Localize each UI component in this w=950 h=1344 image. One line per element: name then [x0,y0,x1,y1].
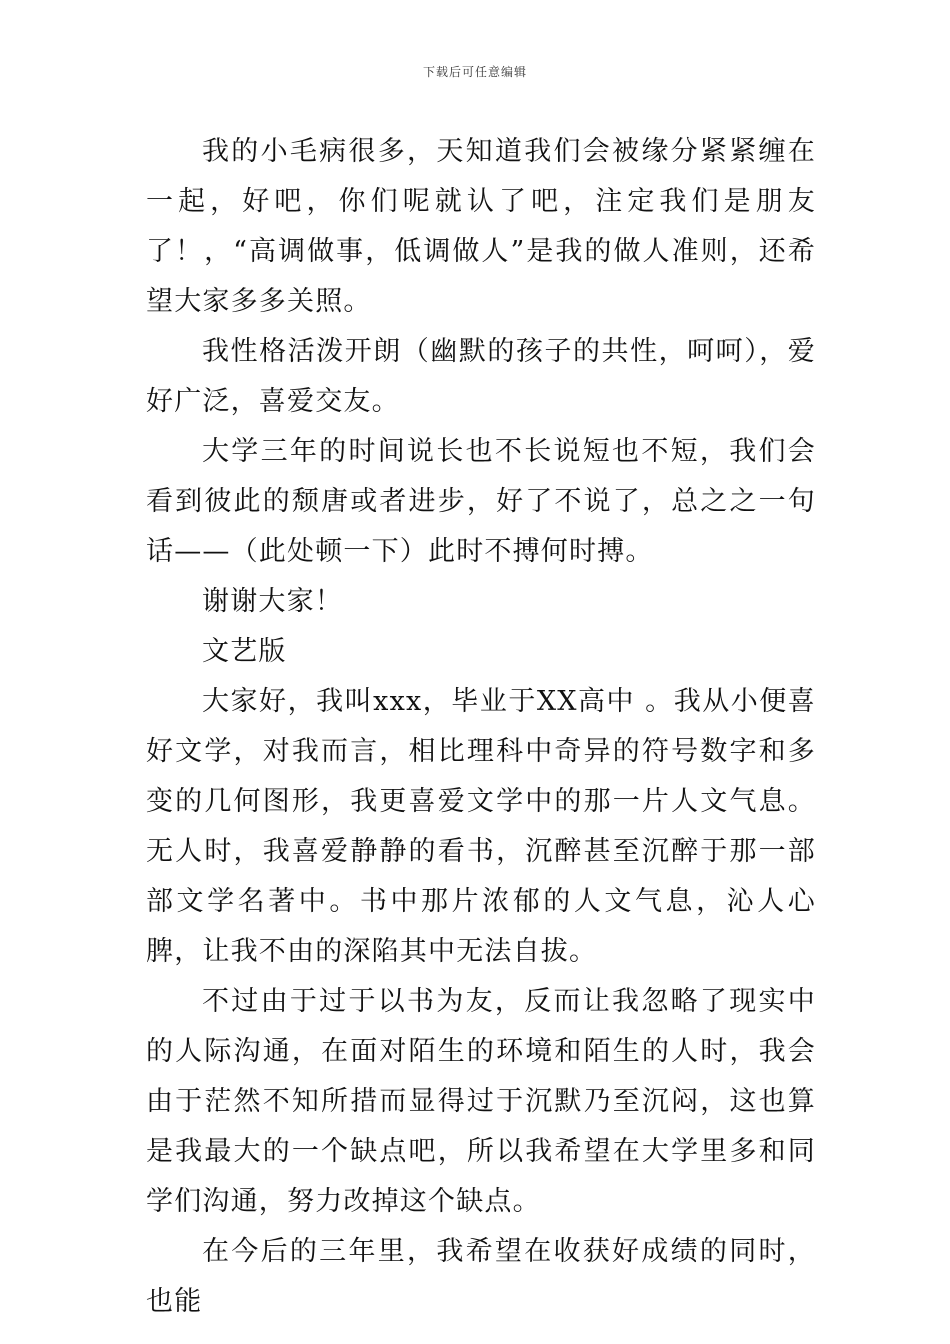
page-header: 下载后可任意编辑 [422,65,527,79]
paragraph-3: 大学三年的时间说长也不长说短也不短，我们会看到彼此的颓唐或者进步，好了不说了，总之之一句话——（此处顿一下）此时不搏何时搏。 [146,436,816,567]
paragraph-4: 谢谢大家！ [202,586,343,617]
paragraph-7: 不过由于过于以书为友，反而让我忽略了现实中的人际沟通，在面对陌生的环境和陌生的人时，我会由于茫然不知所措而显得过于沉默乃至沉闷，这也算是我最大的一个缺点吧，所以我希望在大学里多和同学们沟通，努力改掉这个缺点。 [146,986,816,1217]
paragraph-1: 我的小毛病很多，天知道我们会被缘分紧紧缠在一起，好吧，你们呢就认了吧，注定我们是朋友了！，“高调做事，低调做人”是我的做人准则，还希望大家多多关照。 [146,136,816,317]
paragraph-5: 文艺版 [202,636,287,667]
document-body [146,127,816,1327]
paragraph-6: 大家好，我叫xxx，毕业于XX高中 。我从小便喜好文学，对我而言，相比理科中奇异的符号数字和多变的几何图形，我更喜爱文学中的那一片人文气息。无人时，我喜爱静静的看书，沉醉甚至沉醉于那一部部文学名著中。书中那片浓郁的人文气息，沁人心脾，让我不由的深陷其中无法自拔。 [146,686,816,967]
paragraph-8: 在今后的三年里，我希望在收获好成绩的同时，也能 [146,1236,816,1317]
paragraph-2: 我性格活泼开朗（幽默的孩子的共性，呵呵），爱好广泛，喜爱交友。 [146,336,816,417]
